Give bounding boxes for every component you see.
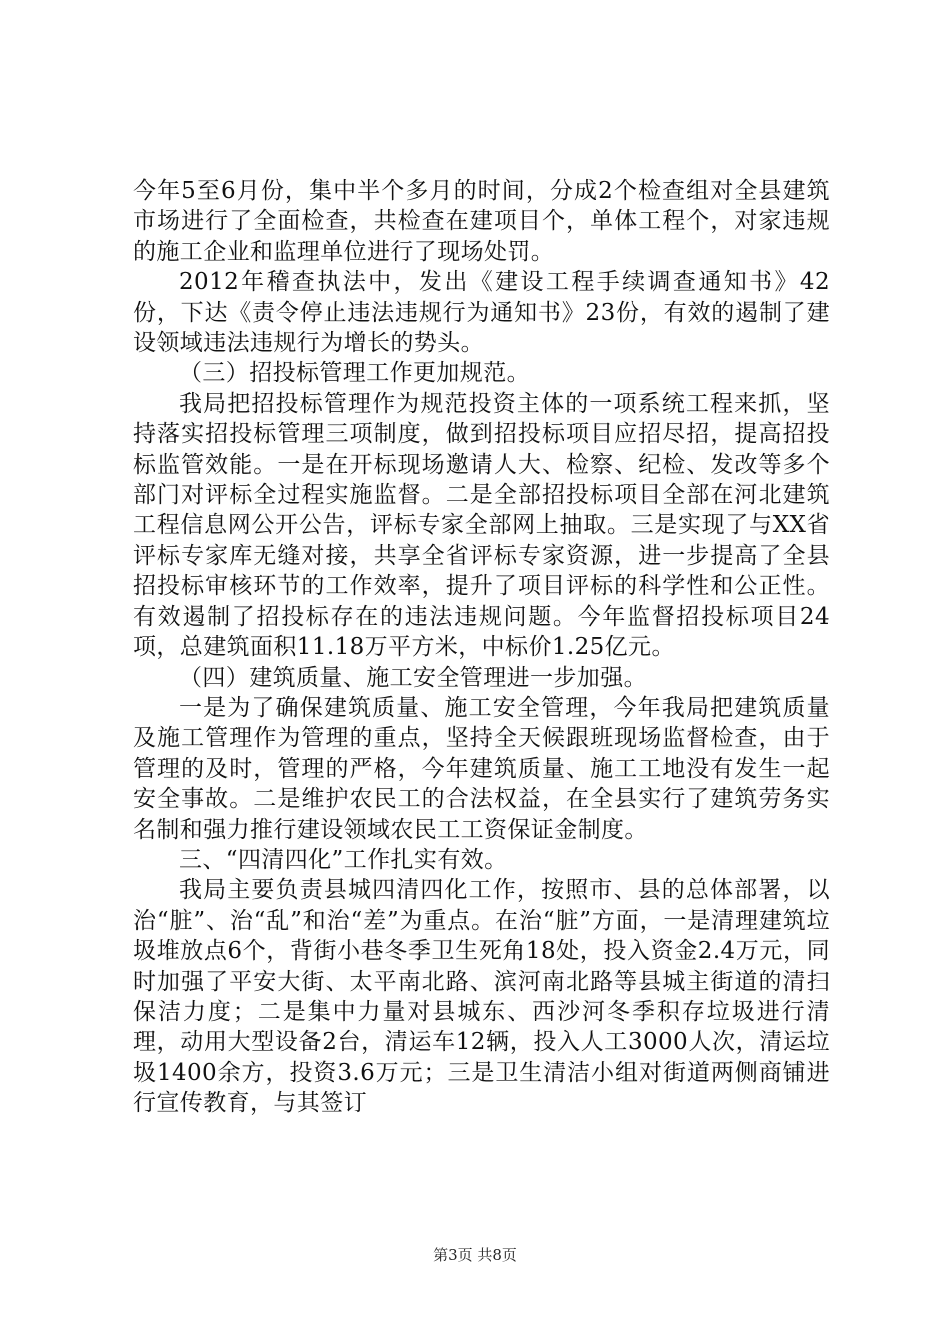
page-number-footer: 第3页 共8页 [433, 1246, 517, 1264]
section-heading-quality-safety: （四）建筑质量、施工安全管理进一步加强。 [179, 664, 647, 691]
paragraph-inspection-summary: 今年5至6月份，集中半个多月的时间，分成2个检查组对全县建筑市场进行了全面检查，共检查在建项目个，单体工程个，对家违规的施工企业和监理单位进行了现场处罚。 [133, 178, 830, 265]
paragraph-quality-safety: 一是为了确保建筑质量、施工安全管理，今年我局把建筑质量及施工管理作为管理的重点，坚持全天候跟班现场监督检查，由于管理的及时，管理的严格，今年建筑质量、施工工地没有发生一起安全事故。二是维护农民工的合法权益，在全县实行了建筑劳务实名制和强力推行建设领域农民工工资保证金制度。 [133, 694, 830, 843]
document-body [133, 176, 830, 1119]
paragraph-four-clean: 我局主要负责县城四清四化工作，按照市、县的总体部署，以治“脏”、治“乱”和治“差”为重点。在治“脏”方面，一是清理建筑垃圾堆放点6个，背街小巷冬季卫生死角18处，投入资金2.4万元，同时加强了平安大街、太平南北路、滨河南北路等县城主街道的清扫保洁力度；二是集中力量对县城东、西沙河冬季积存垃圾进行清理，动用大型设备2台，清运车12辆，投入人工3000人次，清运垃圾1400余方，投资3.6万元；三是卫生清洁小组对街道两侧商铺进行宣传教育，与其签订 [133, 877, 830, 1117]
paragraph-enforcement-2012: 2012年稽查执法中，发出《建设工程手续调查通知书》42份，下达《责令停止违法违规行为通知书》23份，有效的遏制了建设领域违法违规行为增长的势头。 [133, 269, 830, 357]
section-heading-bidding: （三）招投标管理工作更加规范。 [179, 360, 530, 387]
section-heading-four-clean: 三、“四清四化”工作扎实有效。 [179, 846, 508, 873]
paragraph-bidding-management: 我局把招投标管理作为规范投资主体的一项系统工程来抓，坚持落实招投标管理三项制度，做到招投标项目应招尽招，提高招投标监管效能。一是在开标现场邀请人大、检察、纪检、发改等多个部门对评标全过程实施监督。二是全部招投标项目全部在河北建筑工程信息网公开公告，评标专家全部网上抽取。三是实现了与XX省评标专家库无缝对接，共享全省评标专家资源，进一步提高了全县招投标审核环节的工作效率，提升了项目评标的科学性和公正性。有效遏制了招投标存在的违法违规问题。今年监督招投标项目24项，总建筑面积11.18万平方米，中标价1.25亿元。 [133, 390, 830, 661]
